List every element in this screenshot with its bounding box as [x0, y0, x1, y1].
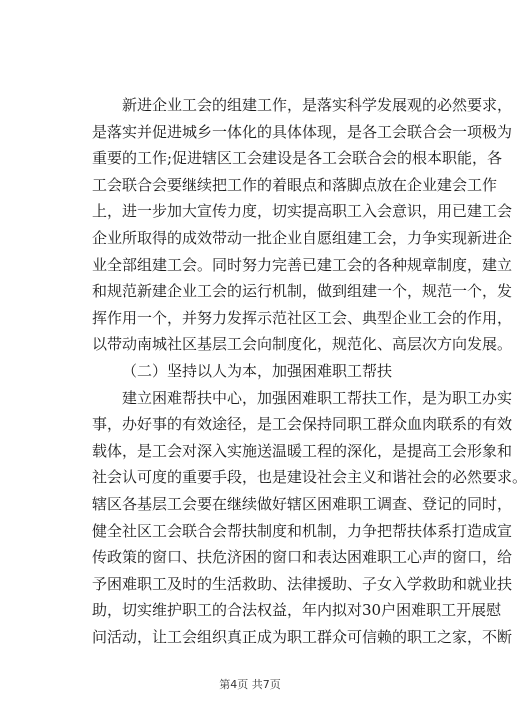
text-line: 助，切实维护职工的合法权益，年内拟对30户困难职工开展慰	[92, 601, 502, 620]
text-line: 问活动，让工会组织真正成为职工群众可信赖的职工之家，不断	[92, 627, 513, 646]
text-line: 工会联合会要继续把工作的着眼点和落脚点放在企业建会工作	[92, 175, 498, 194]
page-number-footer: 第4页 共7页	[219, 678, 281, 691]
body-text	[92, 92, 527, 650]
text-line: 企业所取得的成效带动一批企业自愿组建工会，力争实现新进企	[92, 228, 513, 247]
text-line: 上，进一步加大宣传力度，切实提高职工入会意识，用已建工会	[92, 202, 513, 221]
text-line: 事，办好事的有效途径，是工会保持同职工群众血肉联系的有效	[92, 415, 513, 434]
section-heading: （二）坚持以人为本，加强困难职工帮扶	[122, 361, 393, 380]
text-line: 新进企业工会的组建工作，是落实科学发展观的必然要求，	[122, 96, 513, 114]
text-line: 社会认可度的重要手段，也是建设社会主义和谐社会的必然要求。	[92, 468, 527, 487]
text-line: 健全社区工会联合会帮扶制度和机制，力争把帮扶体系打造成宣	[92, 521, 513, 540]
text-line: 和规范新建企业工会的运行机制，做到组建一个，规范一个，发	[92, 282, 513, 301]
text-line: 载体，是工会对深入实施送温暖工程的深化，是提高工会形象和	[92, 441, 513, 460]
text-line: 传政策的窗口、扶危济困的窗口和表达困难职工心声的窗口，给	[92, 548, 513, 567]
text-line: 予困难职工及时的生活救助、法律援助、子女入学救助和就业扶	[92, 574, 513, 593]
text-line: 重要的工作;促进辖区工会建设是各工会联合会的根本职能，各	[92, 149, 503, 168]
text-line: 业全部组建工会。同时努力完善已建工会的各种规章制度，建立	[92, 255, 513, 274]
text-line: 建立困难帮扶中心，加强困难职工帮扶工作，是为职工办实	[122, 388, 513, 407]
text-line: 辖区各基层工会要在继续做好辖区困难职工调查、登记的同时，	[92, 494, 513, 513]
text-line: 挥作用一个，并努力发挥示范社区工会、典型企业工会的作用，	[92, 308, 513, 327]
text-line: 以带动南城社区基层工会向制度化，规范化、高层次方向发展。	[92, 335, 513, 354]
text-line: 是落实并促进城乡一体化的具体体现，是各工会联合会一项极为	[92, 122, 513, 141]
